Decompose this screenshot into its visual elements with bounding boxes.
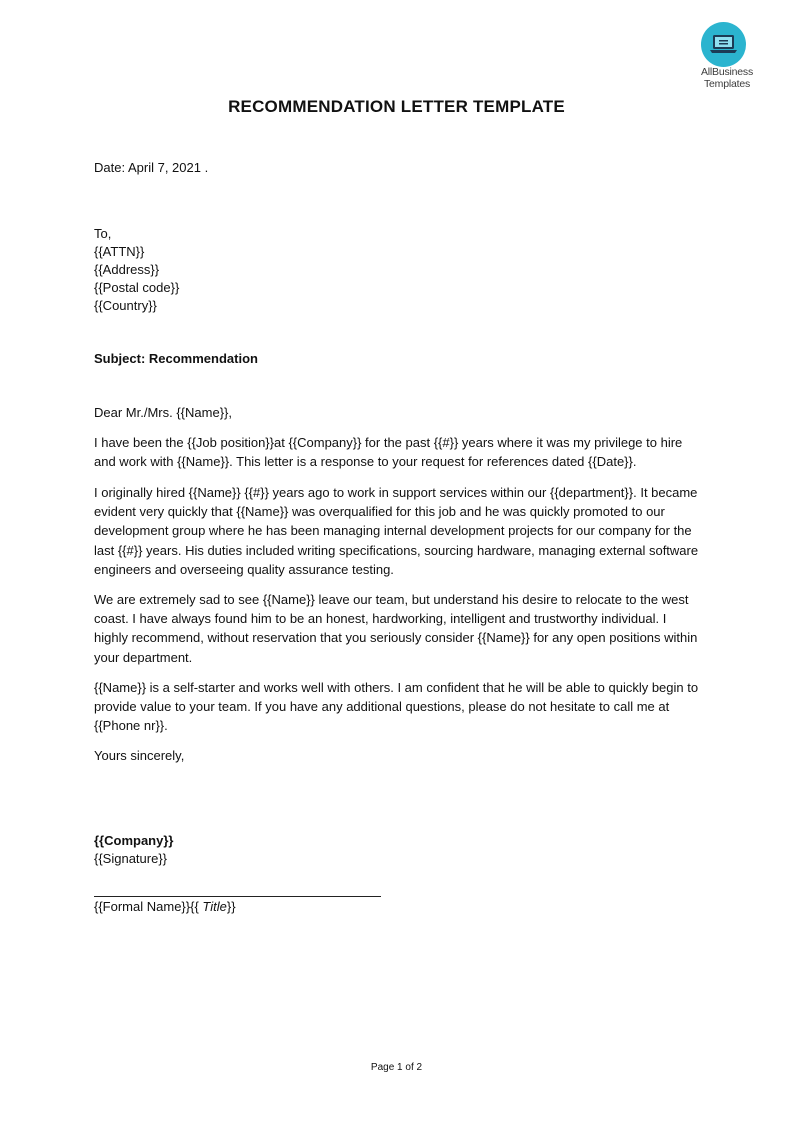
recipient-address: {{Address}} (94, 262, 160, 277)
logo-brand-line2: Templates (703, 77, 751, 90)
recipient-to: To, (94, 226, 112, 241)
signature-placeholder: {{Signature}} (94, 851, 168, 866)
subject-line: Subject: Recommendation (94, 351, 258, 366)
laptop-icon (701, 22, 746, 67)
closing: Yours sincerely, (94, 748, 185, 763)
logo-brand-line1: AllBusiness (700, 66, 754, 78)
formal-name-text: {{Formal Name}}{{ (94, 899, 203, 914)
date-line: Date: April 7, 2021 . (94, 160, 209, 175)
recipient-country: {{Country}} (94, 298, 157, 313)
body-paragraph-4: {{Name}} is a self-starter and works well with others. I am confident that he will be able to quickly begin to provide value to your team. If you have any additional questions, please do not hesitate to call me at {{Phone nr}}. (94, 680, 699, 734)
allbusiness-logo (692, 22, 762, 96)
body-paragraph-1: I have been the {{Job position}}at {{Company}} for the past {{#}} years where it was my privilege to hire and work with {{Name}}. This letter is a response to your request for references dated {{Date}}. (94, 435, 683, 470)
body-paragraph-3: We are extremely sad to see {{Name}} leave our team, but understand his desire to relocate to the west coast. I have always found him to be an honest, hardworking, intelligent and trustworthy individual. I highly recommend, without reservation that you seriously consider {{Name}} for any open positions within your department. (94, 592, 698, 665)
page-number: Page 1 of 2 (370, 1062, 423, 1073)
recipient-attn: {{ATTN}} (94, 244, 145, 259)
recipient-postal-code: {{Postal code}} (94, 280, 180, 295)
salutation: Dear Mr./Mrs. {{Name}}, (94, 405, 232, 420)
signature-company: {{Company}} (94, 833, 174, 848)
logo-text (692, 67, 762, 90)
body-paragraph-2: I originally hired {{Name}} {{#}} years ago to work in support services within our {{department}}. It became evident very quickly that {{Name}} was overqualified for this job and he was quickly promoted to our development group where he has been managing internal development projects for our company for the last {{#}} years. His duties included writing specifications, sourcing hardware, managing external software engineers and overseeing quality assurance testing. (94, 485, 699, 577)
formal-title-close: }} (226, 899, 236, 914)
signature-rule (94, 896, 381, 897)
document-title: RECOMMENDATION LETTER TEMPLATE (228, 97, 565, 116)
signature-formal-name (94, 898, 236, 916)
formal-title-text: Title (202, 899, 227, 914)
logo-circle (701, 22, 746, 67)
